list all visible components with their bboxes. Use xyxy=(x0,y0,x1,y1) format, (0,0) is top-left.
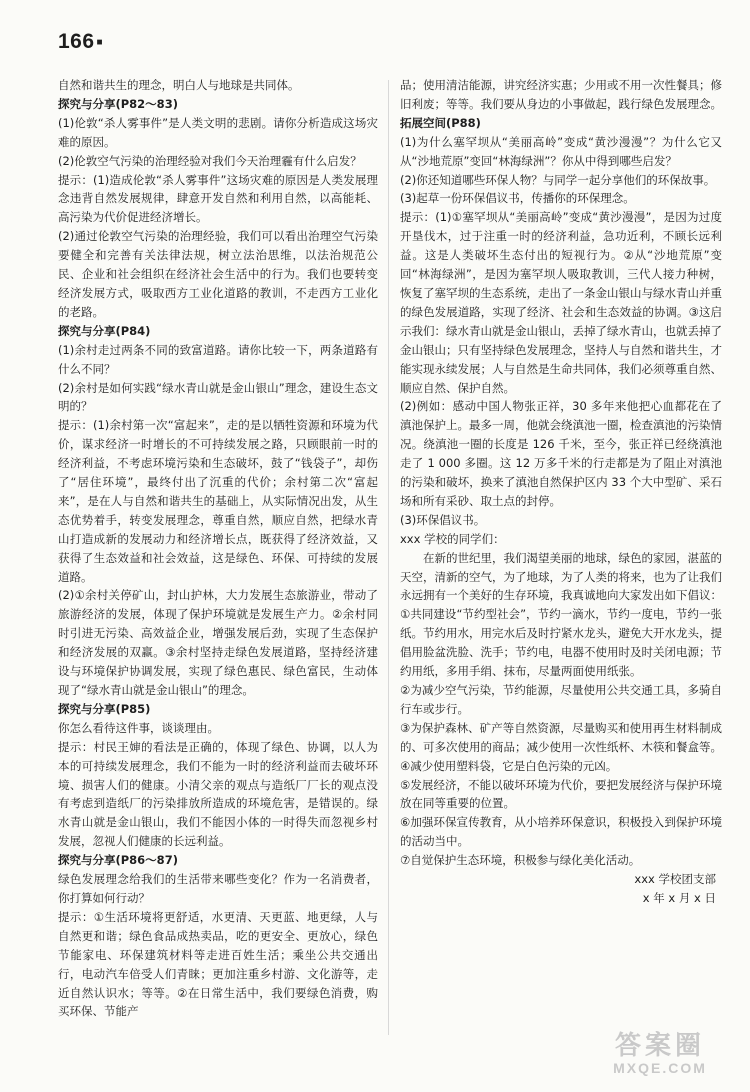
answer-hint: 提示：村民王婶的看法是正确的，体现了绿色、协调，以人为本的可持续发展理念，我们不能为一时的经济利益而去破坏环境、损害人们的健康。小清父亲的观点与造纸厂厂长的观点没有考虑到造纸厂的污染排放所造成的环境危害，是错误的。绿水青山就是金山银山，我们不能因小体的一时得失而忽视乡村发展，忽视人们健康的长远利益。 xyxy=(58,739,378,849)
question: (2)余村是如何实践“绿水青山就是金山银山”理念，建设生态文明的？ xyxy=(58,380,378,414)
section-heading: 探究与分享(P86～87) xyxy=(58,853,178,868)
letter-salutation: xxx 学校的同学们： xyxy=(400,531,505,546)
question: 绿色发展理念给我们的生活带来哪些变化？作为一名消费者，你打算如何行动？ xyxy=(58,872,378,905)
answer-hint: 提示：(1)造成伦敦“杀人雾事件”这场灾难的原因是人类发展理念违背自然发展规律，肆意开发自然和利用自然，以高能耗、高污染为代价促进经济增长。 xyxy=(58,172,378,225)
question: (3)起草一份环保倡议书，传播你的环保理念。 xyxy=(400,191,635,206)
answer-hint: 提示：①生活环境将更舒适，水更清、天更蓝、地更绿，人与自然更和谐；绿色食品成热卖品，吃的更安全、更放心，绿色节能家电、环保建筑材料等走进百姓生活；乘坐公共交通出行，电动汽车倍受人们青睐；更加注重乡村游、文化游等，走近自然认识水；等等。②在日常生活中，我们要绿色消费，购买环保、节能产 xyxy=(58,909,378,1019)
left-column xyxy=(58,76,378,1021)
answer-hint: 提示：(1)余村第一次“富起来”，走的是以牺牲资源和环境为代价，谋求经济一时增长的不可持续发展之路，只顾眼前一时的经济利益，不考虑环境污染和生态破坏，鼓了“钱袋子”，却伤了“居住环境”，最终付出了沉重的代价；余村第二次“富起来”，是在人与自然和谐共生的基础上，从实际情况出发，从生态优势着手，转变发展理念，尊重自然，顺应自然，把绿水青山打造成新的发展动力和经济增长点，既获得了经济效益，又获得了生态效益和社会效益，这是绿色、环保、可持续的发展道路。 xyxy=(58,418,378,584)
question: (2)伦敦空气污染的治理经验对我们今天治理霾有什么启发？ xyxy=(58,153,362,168)
section-heading: 探究与分享(P84) xyxy=(58,323,151,338)
letter-item: ①共同建设“节约型社会”，节约一滴水，节约一度电，节约一张纸。节约用水，用完水后及时拧紧水龙头，避免大开水龙头，提倡用脸盆洗脸、洗手；节约电，电器不使用时及时关闭电源；节约用纸，多用手绢、抹布，尽量两面使用纸张。 xyxy=(400,607,722,679)
watermark-logo: 答案圈 MXQE.COM xyxy=(613,1030,707,1076)
letter-paragraph: 在新的世纪里，我们渴望美丽的地球，绿色的家园，湛蓝的天空，清新的空气，为了地球，为了人类的将来，也为了让我们永远拥有一个美好的生存环境，我真诚地向大家发出如下倡议： xyxy=(400,550,722,603)
paragraph: 自然和谐共生的理念，明白人与地球是共同体。 xyxy=(58,78,300,92)
question: (1)为什么塞罕坝从“美丽高岭”变成“黄沙漫漫”？为什么它又从“沙地荒原”变回“林海绿洲”？你从中得到哪些启发？ xyxy=(400,134,722,168)
section-heading: 探究与分享(P85) xyxy=(58,701,151,716)
page-number: 166 ■ xyxy=(58,30,104,53)
question: (2)你还知道哪些环保人物？与同学一起分享他们的环保故事。 xyxy=(400,172,716,187)
letter-item: ⑦自觉保护生态环境，积极参与绿化美化活动。 xyxy=(400,853,641,868)
paragraph: 品；使用清洁能源，讲究经济实惠；少用或不用一次性餐具；修旧利废；等等。我们要从身边的小事做起，践行绿色发展理念。 xyxy=(400,78,722,111)
answer-hint: (2)①余村关停矿山，封山护林，大力发展生态旅游业，带动了旅游经济的发展，体现了保护环境就是发展生产力。②余村同时引进无污染、高效益企业，增强发展后劲，实现了生态保护和经济发展的双赢。③余村坚持走绿色发展道路，坚持经济建设与环境保护协调发展，实现了绿色惠民、绿色富民，生动体现了“绿水青山就是金山银山”的理念。 xyxy=(58,588,378,697)
letter-item: ⑤发展经济，不能以破坏环境为代价，要把发展经济与保护环境放在同等重要的位置。 xyxy=(400,777,722,811)
paragraph: (3)环保倡议书。 xyxy=(400,512,486,527)
letter-date: x 年 x 月 x 日 xyxy=(642,890,716,905)
answer-hint: (2)例如：感动中国人物张正祥，30 多年来他把心血都花在了滇池保护上。最多一周，他就会绕滇池一圈，检查滇池的污染情况。绕滇池一圈的长度是 126 千米，至今，张正祥已经绕滇池走了 1 000 多圈。这 12 万多千米的行走都是为了阻止对滇池的污染和破坏，换来了滇池自然保护区内 33 个大中型矿、采石场和所有采砂、取土点的封停。 xyxy=(400,399,722,508)
column-divider xyxy=(388,80,389,1035)
answer-hint: 提示：(1)①塞罕坝从“美丽高岭”变成“黄沙漫漫”，是因为过度开垦伐木，过于注重一时的经济利益，急功近利，不顾长远利益。这是人类破坏生态付出的短视行为。②从“沙地荒原”变回“林海绿洲”，是因为塞罕坝人吸取教训，三代人接力种树，恢复了塞罕坝的生态系统，走出了一条金山银山与绿水青山并重的绿色发展道路，实现了经济、社会和生态效益的协调。③这启示我们：绿水青山就是金山银山，丢掉了绿水青山，也就丢掉了金山银山；只有坚持绿色发展理念，坚持人与自然和谐共生，才能实现永续发展；人与自然是生命共同体，我们必须尊重自然、顺应自然、保护自然。 xyxy=(400,210,722,395)
letter-item: ③为保护森林、矿产等自然资源，尽量购买和使用再生材料制成的、可多次使用的商品；减少使用一次性纸杯、木筷和餐盒等。 xyxy=(400,720,722,754)
question: 你怎么看待这件事，谈谈理由。 xyxy=(58,720,219,735)
letter-item: ④减少使用塑料袋，它是白色污染的元凶。 xyxy=(400,758,618,773)
letter-item: ②为减少空气污染，节约能源，尽量使用公共交通工具，多骑自行车或步行。 xyxy=(400,683,722,716)
section-heading: 探究与分享(P82～83) xyxy=(58,96,178,111)
question: (1)伦敦“杀人雾事件”是人类文明的悲剧。请你分析造成这场灾难的原因。 xyxy=(58,115,378,149)
letter-signature: xxx 学校团支部 xyxy=(634,872,716,887)
section-heading: 拓展空间(P88) xyxy=(400,115,481,130)
question: (1)余村走过两条不同的致富道路。请你比较一下，两条道路有什么不同？ xyxy=(58,342,378,376)
right-column xyxy=(400,76,722,908)
answer-hint: (2)通过伦敦空气污染的治理经验，我们可以看出治理空气污染要健全和完善有关法律法规，树立法治思维，以法治规范公民、企业和社会组织在经济社会生活中的行为。我们也要转变经济发展方式，吸取西方工业化道路的教训，不走西方工业化的老路。 xyxy=(58,229,378,319)
letter-item: ⑥加强环保宣传教育，从小培养环保意识，积极投入到保护环境的活动当中。 xyxy=(400,815,722,849)
